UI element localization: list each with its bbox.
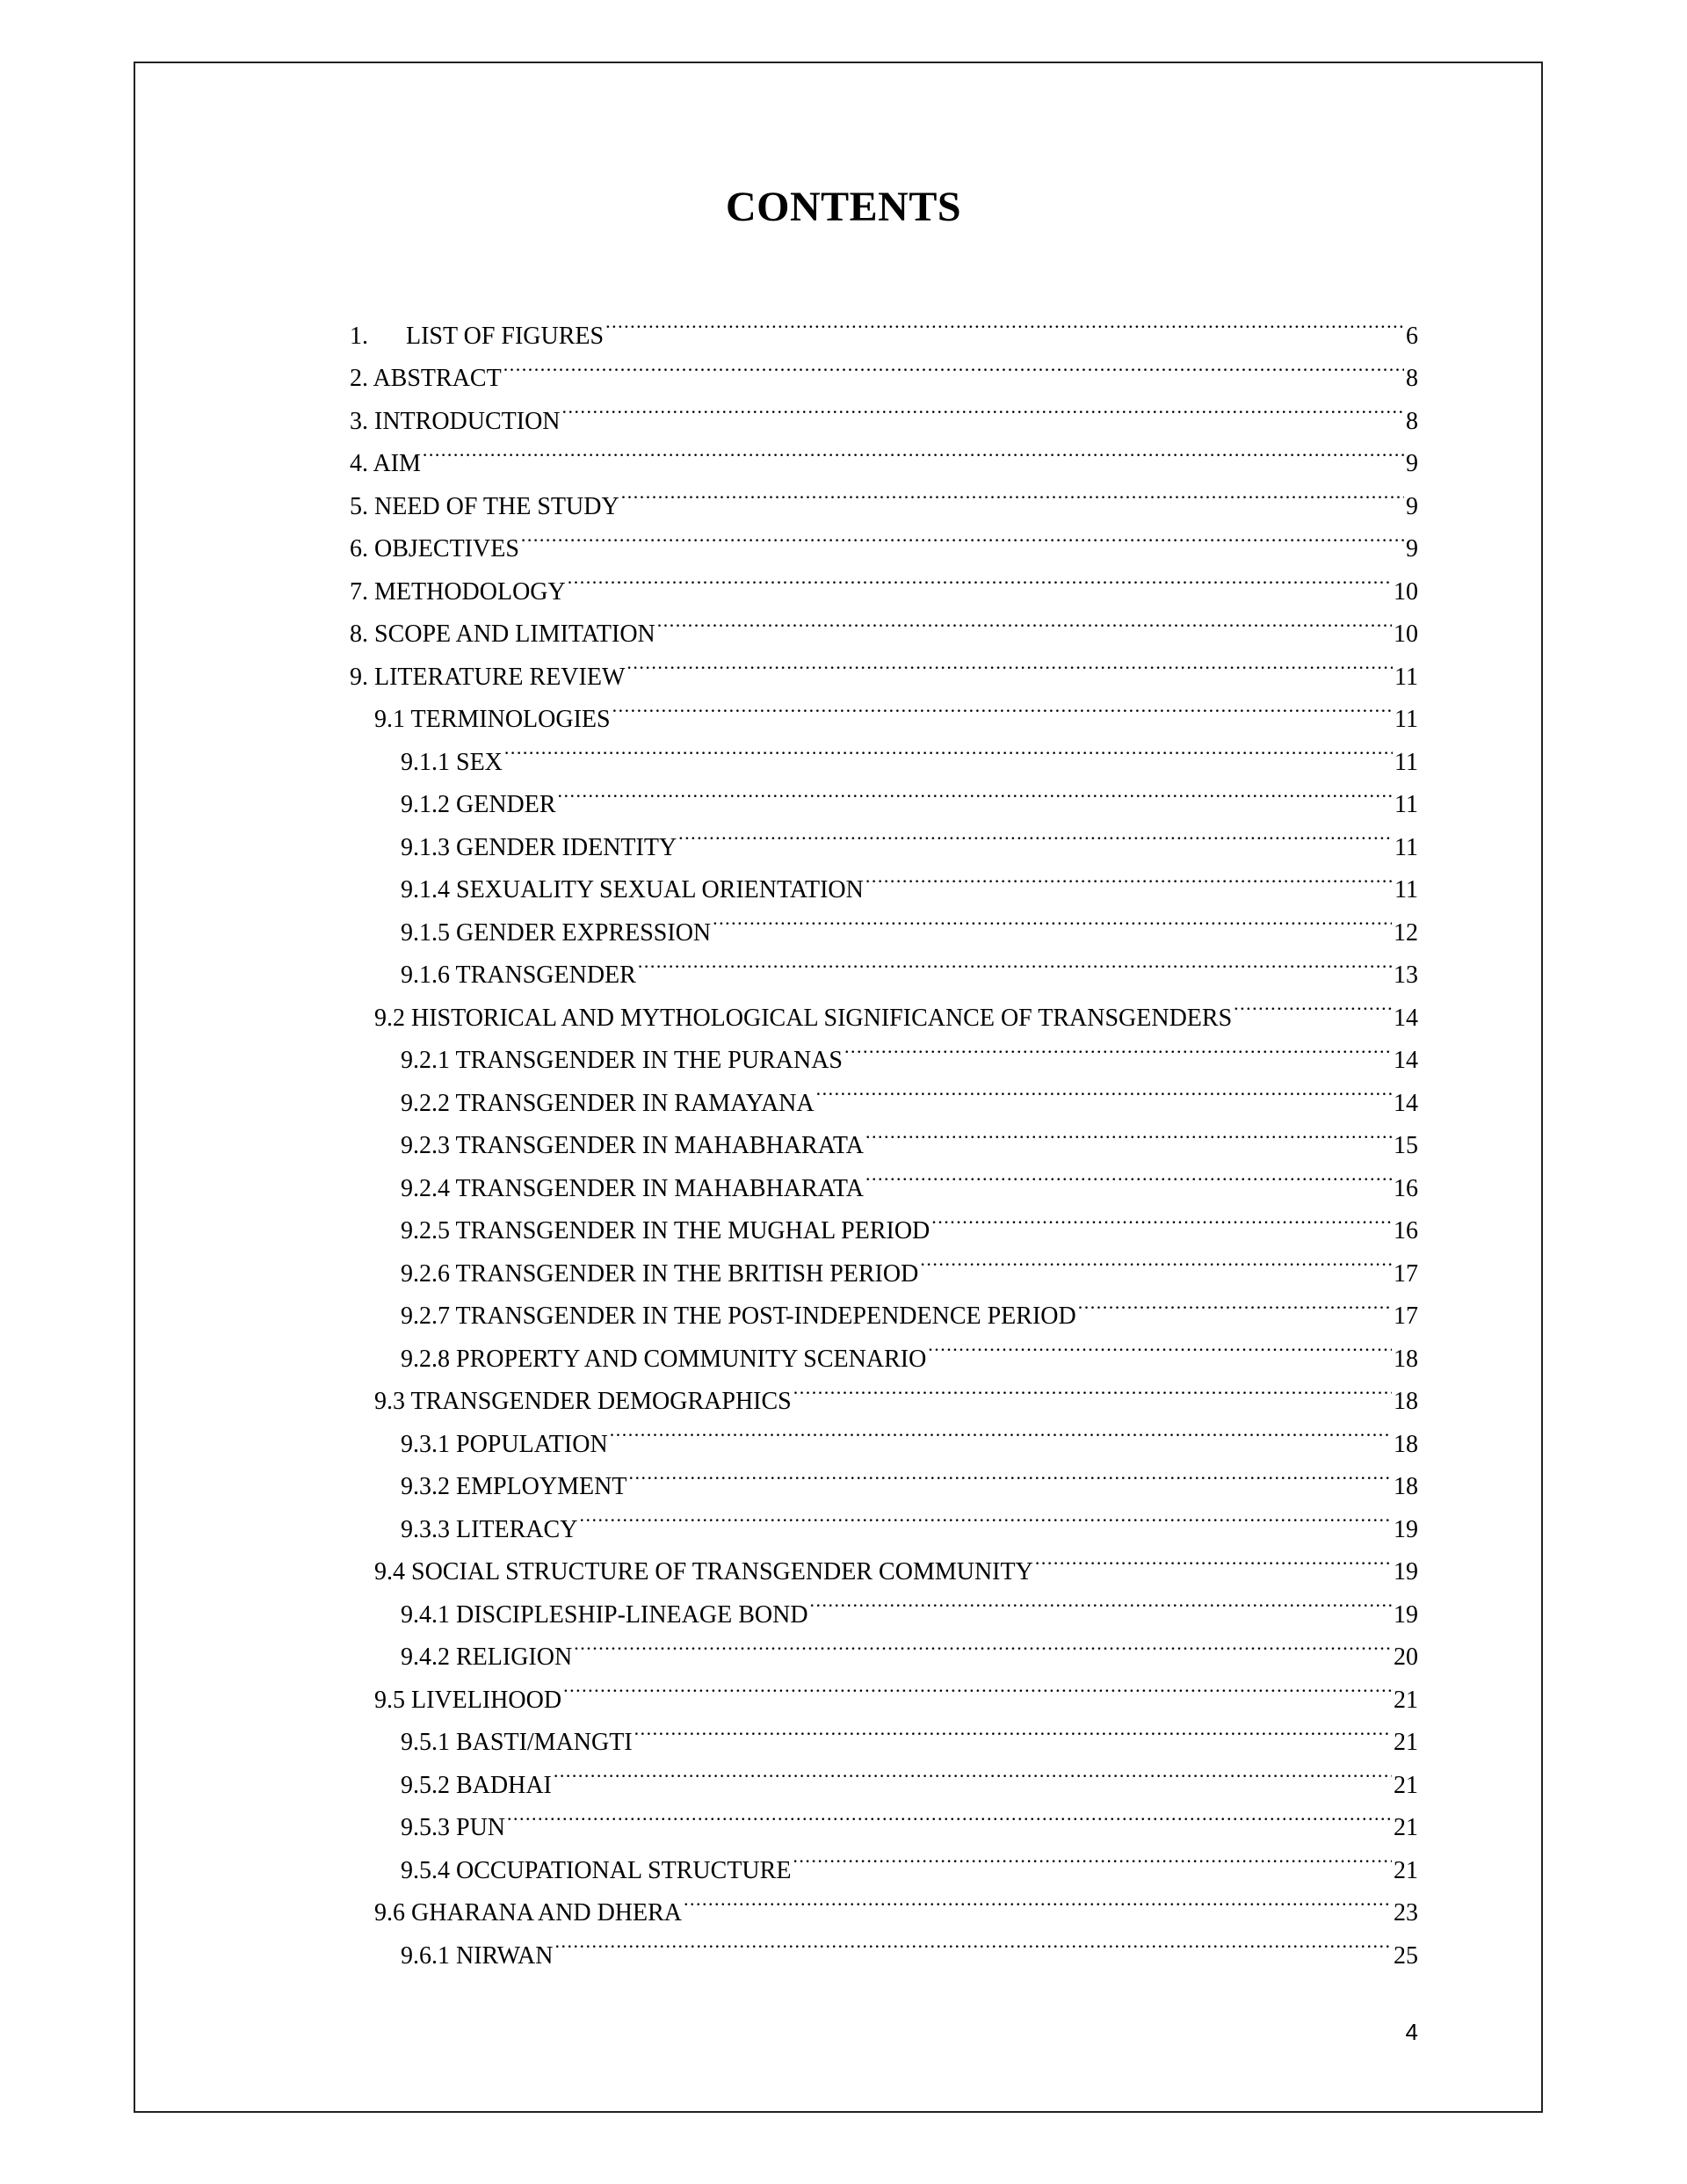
toc-entry[interactable] <box>350 344 1418 392</box>
toc-entry-label: 9.5.4 OCCUPATIONAL STRUCTURE <box>401 1856 792 1884</box>
toc-entry-page: 21 <box>1394 1686 1418 1714</box>
toc-entry-page: 8 <box>1406 407 1418 435</box>
toc-entry[interactable] <box>350 770 1418 818</box>
toc-entry-label: 9.1.1 SEX <box>401 748 503 776</box>
toc-entry-page: 9 <box>1406 535 1418 562</box>
toc-entry-label: 9.3.1 POPULATION <box>401 1430 608 1458</box>
toc-entry-label: 9.2 HISTORICAL AND MYTHOLOGICAL SIGNIFICANCE OF TRANSGENDERS <box>374 1004 1233 1032</box>
toc-entry-page: 11 <box>1394 706 1418 733</box>
toc-entry-page: 19 <box>1394 1600 1418 1629</box>
toc-entry-label: LIST OF FIGURES <box>406 322 605 350</box>
toc-entry-page: 9 <box>1406 450 1418 477</box>
toc-dot-leader <box>928 1324 1392 1367</box>
toc-entry-label: 9.2.6 TRANSGENDER IN THE BRITISH PERIOD <box>401 1259 919 1288</box>
toc-entry-page: 16 <box>1394 1217 1418 1244</box>
toc-entry-label: 9.1.3 GENDER IDENTITY <box>401 833 677 861</box>
page-title: CONTENTS <box>725 184 962 230</box>
toc-entry-page: 10 <box>1394 577 1418 606</box>
toc-dot-leader <box>568 556 1392 599</box>
toc-entry-label: 9.2.4 TRANSGENDER IN MAHABHARATA <box>401 1174 864 1202</box>
toc-entry-page: 9 <box>1406 492 1418 520</box>
toc-entry-label: 9.1 TERMINOLOGIES <box>374 706 611 733</box>
toc-dot-leader <box>931 1196 1392 1239</box>
toc-entry-page: 18 <box>1394 1388 1418 1415</box>
page-number: 4 <box>1405 2019 1418 2045</box>
toc-dot-leader <box>810 1579 1392 1622</box>
toc-dot-leader <box>605 301 1404 344</box>
toc-entry-label: 9.1.4 SEXUALITY SEXUAL ORIENTATION <box>401 876 864 903</box>
toc-entry-page: 14 <box>1394 1047 1418 1074</box>
toc-entry-label: 9.4.2 RELIGION <box>401 1643 573 1671</box>
toc-entry-label: 9.3.3 LITERACY <box>401 1515 578 1543</box>
toc-entry-page: 11 <box>1394 833 1418 861</box>
toc-dot-leader <box>507 1793 1392 1836</box>
toc-entry-label: 6. OBJECTIVES <box>350 535 519 562</box>
toc-entry-page: 17 <box>1394 1302 1418 1330</box>
toc-entry-label: 9.4 SOCIAL STRUCTURE OF TRANSGENDER COMMUNITY <box>374 1558 1033 1585</box>
toc-entry-label: 9.3.2 EMPLOYMENT <box>401 1473 627 1500</box>
toc-dot-leader <box>503 344 1404 387</box>
toc-dot-leader <box>610 1409 1392 1452</box>
toc-entry-page: 25 <box>1394 1941 1418 1970</box>
toc-entry-number: 1. <box>350 322 368 350</box>
toc-entry-label: 9.3 TRANSGENDER DEMOGRAPHICS <box>374 1388 792 1415</box>
toc-dot-leader <box>1078 1281 1392 1324</box>
toc-entry-label: 9.1.6 TRANSGENDER <box>401 961 636 989</box>
toc-entry-label: 9.5.3 PUN <box>401 1814 506 1841</box>
toc-entry-label: 7. METHODOLOGY <box>350 577 566 606</box>
toc-entry-page: 14 <box>1394 1089 1418 1117</box>
toc-dot-leader <box>504 727 1393 770</box>
toc-entry-page: 20 <box>1394 1643 1418 1671</box>
toc-dot-leader <box>628 1452 1392 1495</box>
toc-entry[interactable] <box>350 1793 1418 1841</box>
toc-entry-label: 9.1.2 GENDER <box>401 791 556 818</box>
toc-entry-page: 11 <box>1394 663 1418 691</box>
toc-entry[interactable] <box>350 471 1418 520</box>
toc-dot-leader <box>563 1665 1392 1708</box>
toc-dot-leader <box>521 514 1404 557</box>
toc-dot-leader <box>865 1153 1392 1196</box>
toc-entry-label: 8. SCOPE AND LIMITATION <box>350 620 655 648</box>
toc-entry-page: 18 <box>1394 1430 1418 1458</box>
toc-dot-leader <box>554 1920 1392 1963</box>
toc-entry-page: 11 <box>1394 748 1418 776</box>
toc-dot-leader <box>574 1622 1392 1665</box>
toc-entry-label: 9.5.2 BADHAI <box>401 1771 552 1799</box>
toc-dot-leader <box>558 770 1393 813</box>
toc-dot-leader <box>793 1367 1392 1410</box>
toc-entry-page: 19 <box>1394 1558 1418 1585</box>
toc-entry[interactable] <box>350 429 1418 477</box>
toc-dot-leader <box>793 1835 1392 1878</box>
toc-entry-label: 9.6 GHARANA AND DHERA <box>374 1899 683 1926</box>
toc-entry-page: 11 <box>1394 876 1418 903</box>
toc-dot-leader <box>579 1494 1392 1537</box>
toc-entry-label: 9.2.5 TRANSGENDER IN THE MUGHAL PERIOD <box>401 1217 930 1244</box>
toc-entry-page: 21 <box>1394 1856 1418 1884</box>
toc-dot-leader <box>920 1238 1392 1281</box>
toc-entry[interactable] <box>350 386 1418 435</box>
toc-entry-label: 9.1.5 GENDER EXPRESSION <box>401 918 712 947</box>
toc-dot-leader <box>1035 1537 1392 1580</box>
toc-dot-leader <box>423 429 1404 472</box>
toc-entry-page: 10 <box>1394 620 1418 648</box>
toc-entry-page: 18 <box>1394 1345 1418 1373</box>
toc-entry-page: 6 <box>1406 322 1418 350</box>
toc-entry-page: 16 <box>1394 1174 1418 1202</box>
toc-entry-page: 18 <box>1394 1473 1418 1500</box>
toc-dot-leader <box>634 1708 1392 1751</box>
toc-dot-leader <box>657 599 1392 642</box>
toc-entry-page: 17 <box>1394 1259 1418 1288</box>
toc-entry-page: 21 <box>1394 1771 1418 1799</box>
toc-entry-label: 9.2.3 TRANSGENDER IN MAHABHARATA <box>401 1132 864 1159</box>
toc-dot-leader <box>865 1111 1392 1154</box>
toc-entry-page: 8 <box>1406 365 1418 392</box>
toc-entry-page: 23 <box>1394 1899 1418 1926</box>
toc-entry-label: 9.4.1 DISCIPLESHIP-LINEAGE BOND <box>401 1600 808 1629</box>
toc-entry-label: 9.2.7 TRANSGENDER IN THE POST-INDEPENDENCE PERIOD <box>401 1302 1076 1330</box>
toc-entry-label: 9.2.2 TRANSGENDER IN RAMAYANA <box>401 1089 815 1117</box>
toc-entry-label: 9.5.1 BASTI/MANGTI <box>401 1729 633 1756</box>
toc-entry-label: 9.6.1 NIRWAN <box>401 1941 554 1970</box>
toc-dot-leader <box>865 855 1393 898</box>
toc-entry-page: 19 <box>1394 1515 1418 1543</box>
toc-entry-label: 2. ABSTRACT <box>350 365 502 392</box>
toc-dot-leader <box>562 386 1404 429</box>
toc-dot-leader <box>638 940 1392 983</box>
toc-dot-leader <box>844 1026 1392 1069</box>
toc-entry-label: 3. INTRODUCTION <box>350 407 561 435</box>
toc-dot-leader <box>684 1878 1392 1921</box>
toc-entry-page: 15 <box>1394 1132 1418 1159</box>
toc-entry[interactable] <box>350 1835 1418 1884</box>
toc-entry-label: 4. AIM <box>350 450 421 477</box>
toc-dot-leader <box>678 812 1393 855</box>
table-of-contents <box>350 301 1418 1970</box>
toc-dot-leader <box>554 1750 1392 1793</box>
toc-entry[interactable] <box>350 301 1418 350</box>
toc-dot-leader <box>621 471 1404 514</box>
toc-dot-leader <box>626 642 1393 685</box>
toc-entry-label: 9. LITERATURE REVIEW <box>350 663 626 691</box>
toc-entry-label: 9.5 LIVELIHOOD <box>374 1686 562 1714</box>
toc-entry-page: 12 <box>1394 918 1418 947</box>
toc-dot-leader <box>713 897 1392 940</box>
toc-dot-leader <box>816 1068 1392 1111</box>
toc-dot-leader <box>1234 983 1392 1026</box>
toc-entry-page: 14 <box>1394 1004 1418 1032</box>
toc-entry-page: 13 <box>1394 961 1418 989</box>
toc-entry-page: 21 <box>1394 1814 1418 1841</box>
toc-entry-page: 21 <box>1394 1729 1418 1756</box>
toc-entry-label: 9.2.8 PROPERTY AND COMMUNITY SCENARIO <box>401 1345 927 1373</box>
toc-entry-label: 5. NEED OF THE STUDY <box>350 492 619 520</box>
toc-entry-page: 11 <box>1394 791 1418 818</box>
toc-entry[interactable] <box>350 727 1418 776</box>
toc-dot-leader <box>612 685 1393 728</box>
toc-entry-label: 9.2.1 TRANSGENDER IN THE PURANAS <box>401 1047 844 1074</box>
